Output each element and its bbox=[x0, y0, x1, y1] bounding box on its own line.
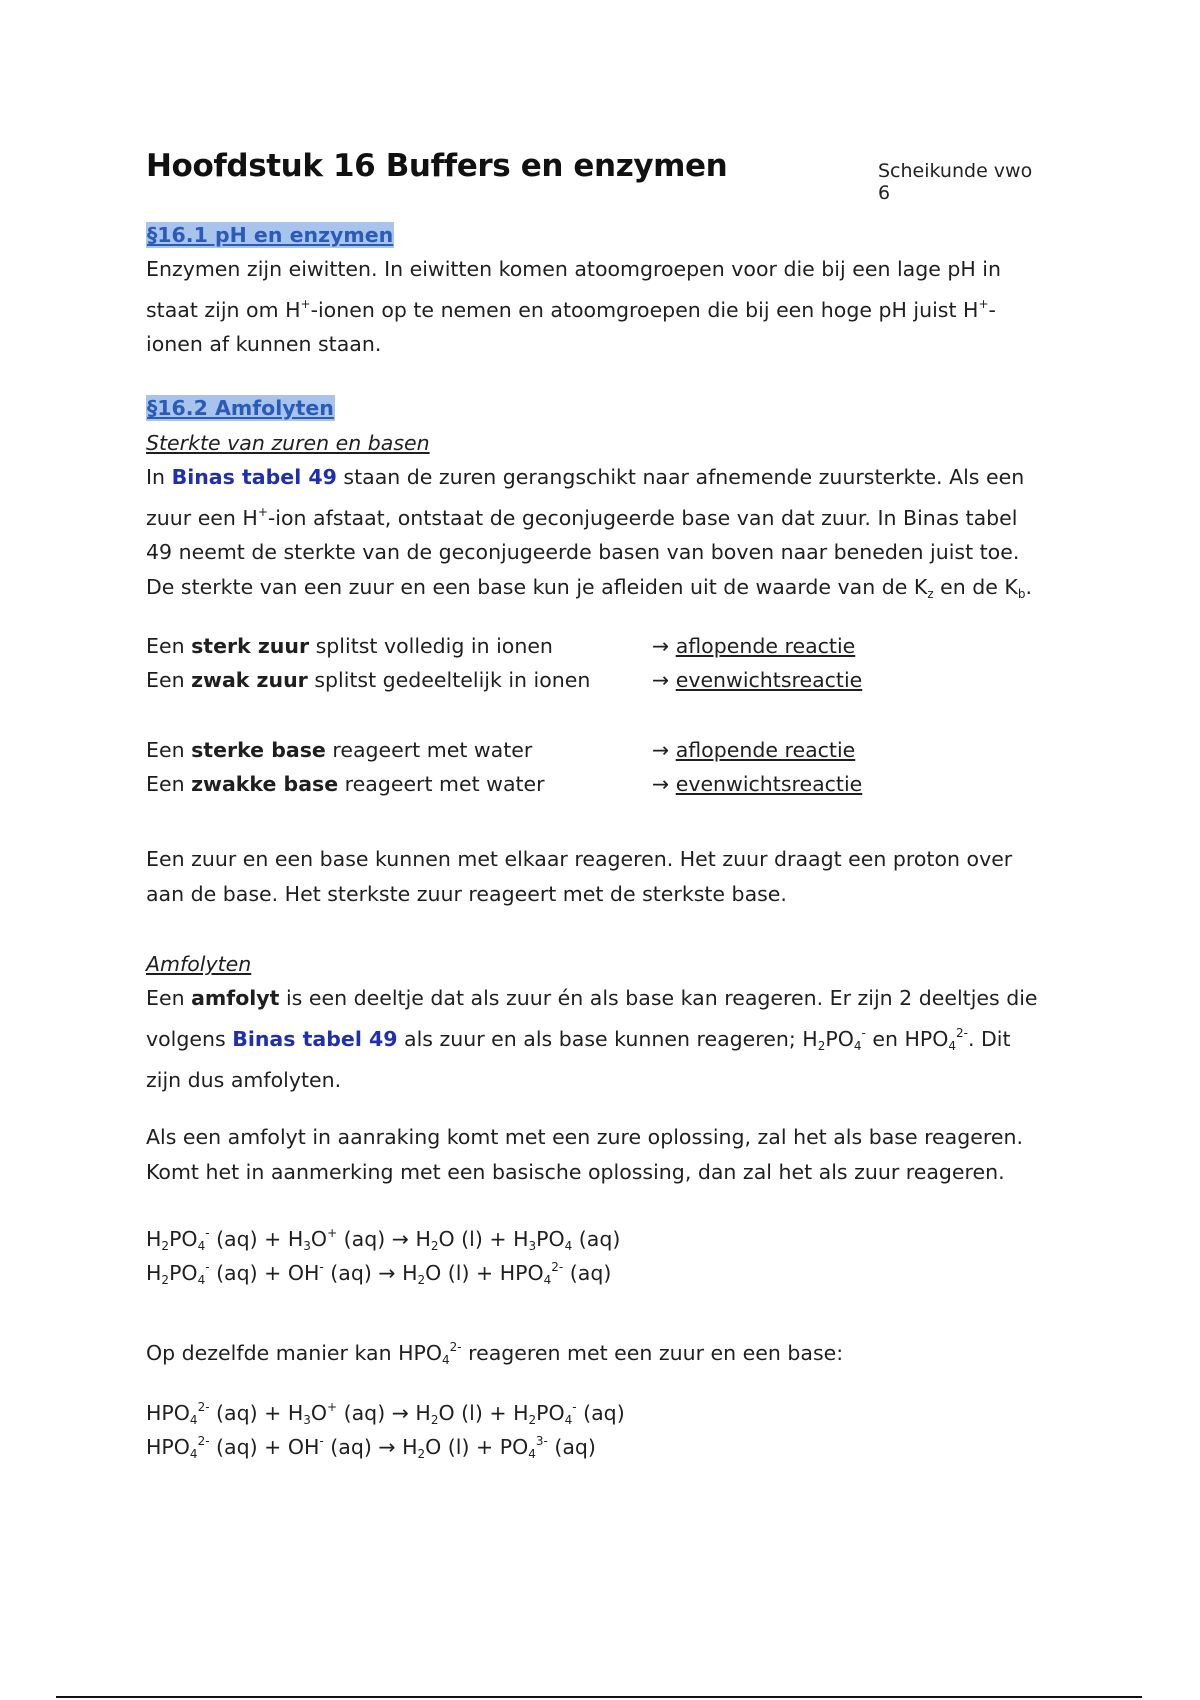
binas-reference: Binas tabel 49 bbox=[171, 465, 337, 489]
paragraph-sterkte: In Binas tabel 49 staan de zuren gerangschikt naar afnemende zuursterkte. Als een zuur een H+-ion afstaat, ontstaat de geconjugeerde base van dat zuur. In Binas tabel 49 neemt de sterkte van de geconjugeerde basen van boven naar beneden juist toe. De sterkte van een zuur en een base kun je afleiden uit de waarde van de $K_z$ en de $K_b$. bbox=[146, 465, 1033, 601]
row-sterk-zuur: Een sterk zuur splitst volledig in ionen bbox=[146, 634, 553, 658]
paragraph-reactie: Een zuur en een base kunnen met elkaar reageren. Het zuur draagt een proton over aan de base. Het sterkste zuur reageert met de sterkste base. bbox=[146, 847, 1013, 906]
result-zwakke-base: → evenwichtsreactie bbox=[652, 772, 863, 796]
equation-4: $HPO_4^{2-}$ (aq) + OH- $(aq) \to H_2O$ $(l) + PO_4^{3-}$ (aq) bbox=[146, 1434, 596, 1461]
result-zwak-zuur: → evenwichtsreactie bbox=[652, 668, 863, 692]
paragraph-aanraking: Als een amfolyt in aanraking komt met een zure oplossing, zal het als base reageren. Komt het in aanmerking met een basische oplossing, dan zal het als zuur reageren. bbox=[146, 1125, 1023, 1184]
subheading-amfolyten: Amfolyten bbox=[146, 952, 252, 976]
equation-2: $H_2PO_4^-$ (aq) + OH- $(aq) \to H_2O$ $(l) + HPO_4^{2-}$ (aq) bbox=[146, 1260, 612, 1287]
result-sterke-base: → aflopende reactie bbox=[652, 738, 856, 762]
equation-3: $HPO_4^{2-}$ $(aq) + H_3O^+$ $(aq) \to H_2O$ $(l) + H_2PO_4^-$ (aq) bbox=[146, 1400, 625, 1427]
section-16-2 bbox=[146, 391, 1050, 426]
section-heading-16-1: §16.1 pH en enzymen bbox=[147, 223, 394, 247]
row-sterke-base: Een sterke base reageert met water bbox=[146, 738, 533, 762]
paragraph-enzymen: Enzymen zijn eiwitten. In eiwitten komen atoomgroepen voor die bij een lage pH in staat zijn om H+-ionen op te nemen en atoomgroepen die bij een hoge pH juist H+-ionen af kunnen staan. bbox=[146, 257, 1001, 356]
equation-1: $H_2PO_4^-$ $(aq) + H_3O^+$ $(aq) \to H_2O$ $(l) + H_3PO_4$ (aq) bbox=[146, 1226, 621, 1253]
section-heading-16-2: §16.2 Amfolyten bbox=[147, 396, 334, 420]
binas-reference: Binas tabel 49 bbox=[232, 1026, 398, 1051]
page-bottom-rule bbox=[56, 1696, 1142, 1698]
section-16-1 bbox=[146, 218, 1050, 253]
row-zwak-zuur: Een zwak zuur splitst gedeeltelijk in ionen bbox=[146, 668, 591, 692]
row-zwakke-base: Een zwakke base reageert met water bbox=[146, 772, 545, 796]
page-title: Hoofdstuk 16 Buffers en enzymen bbox=[146, 148, 728, 184]
subject-label: Scheikunde vwo 6 bbox=[878, 160, 1033, 204]
result-sterk-zuur: → aflopende reactie bbox=[652, 634, 856, 658]
paragraph-amfolyt: Een amfolyt is een deeltje dat als zuur én als base kan reageren. Er zijn 2 deeltjes die volgens Binas tabel 49 als zuur en als base kunnen reageren; $H_2PO_4^-$ en $HPO_4^{2-}$. Dit zijn dus amfolyten. bbox=[146, 986, 1038, 1092]
subheading-sterkte: Sterkte van zuren en basen bbox=[146, 431, 430, 455]
paragraph-hpo4: Op dezelfde manier kan $HPO_4^{2-}$ reageren met een zuur en een base: bbox=[146, 1340, 844, 1367]
